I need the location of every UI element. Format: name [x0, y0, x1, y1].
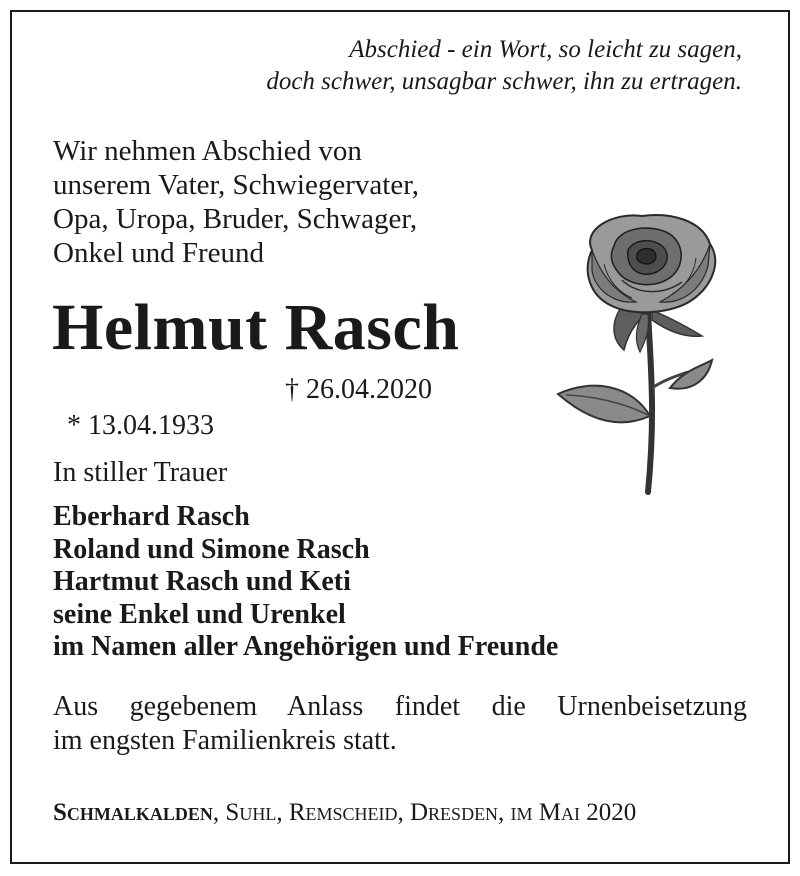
notice-line: im engsten Familienkreis statt.: [53, 725, 397, 756]
notice-line: Aus gegebenem Anlass findet die Urnenbeisetzung: [53, 691, 747, 722]
mourning-label: In stiller Trauer: [53, 457, 228, 488]
intro-line: Onkel und Freund: [53, 237, 265, 269]
places-and-date: [53, 798, 636, 828]
poem: [0, 34, 742, 98]
deceased-name: Helmut Rasch: [52, 291, 460, 364]
poem-line: Abschied - ein Wort, so leicht zu sagen,: [349, 36, 742, 63]
poem-line: doch schwer, unsagbar schwer, ihn zu ertragen.: [266, 68, 742, 95]
family-member: Eberhard Rasch: [53, 501, 250, 532]
rose-icon: [552, 210, 742, 495]
burial-notice: [53, 690, 747, 758]
birth-date: * 13.04.1933: [67, 410, 214, 441]
death-date: † 26.04.2020: [285, 374, 432, 405]
intro-line: unserem Vater, Schwiegervater,: [53, 169, 419, 201]
intro-text: [53, 134, 419, 270]
family-member: seine Enkel und Urenkel: [53, 598, 346, 630]
family-member: im Namen aller Angehörigen und Freunde: [53, 631, 559, 662]
intro-line: Wir nehmen Abschied von: [53, 135, 362, 167]
places-rest: , Suhl, Remscheid, Dresden, im Mai 2020: [212, 799, 637, 826]
intro-line: Opa, Uropa, Bruder, Schwager,: [53, 203, 418, 235]
family-member: Roland und Simone Rasch: [53, 533, 370, 565]
family-list: [53, 501, 558, 664]
place-primary: Schmalkalden: [53, 799, 213, 826]
family-member: Hartmut Rasch und Keti: [53, 566, 351, 597]
